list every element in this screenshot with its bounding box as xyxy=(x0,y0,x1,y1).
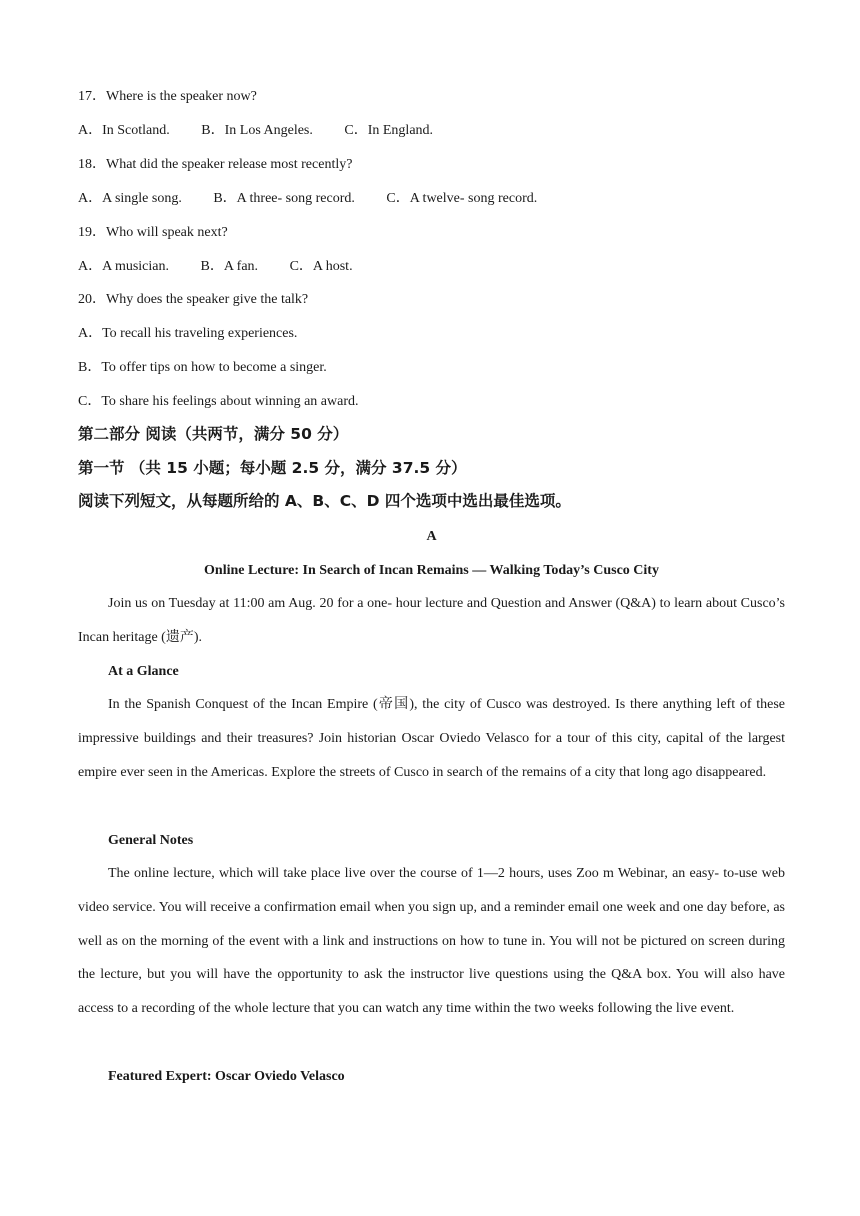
reading-instruction: 阅读下列短文，从每题所给的 A、B、C、D 四个选项中选出最佳选项。 xyxy=(78,492,571,510)
question-17-option-c: C．In England. xyxy=(344,123,434,138)
question-19-stem: 19．Who will speak next? xyxy=(78,225,228,240)
general-notes-heading: General Notes xyxy=(108,833,194,848)
question-17-option-b: B．In Los Angeles. xyxy=(201,123,313,138)
question-17-stem: 17．Where is the speaker now? xyxy=(78,89,257,104)
featured-expert-heading: Featured Expert: Oscar Oviedo Velasco xyxy=(108,1069,345,1084)
glance-heading: At a Glance xyxy=(108,664,179,679)
passage-label: A xyxy=(426,529,437,544)
question-19-option-b: B．A fan. xyxy=(200,259,259,274)
question-20-stem: 20．Why does the speaker give the talk? xyxy=(78,292,309,307)
general-notes-paragraph: The online lecture, which will take place live over the course of 1—2 hours, uses Zoo m Webinar, an easy- to-use web video service. You will receive a confirmation email when you sign up, and a reminder email one week and one day before, as well as on the morning of the event with a link and instructions on how to tune in. You will not be pictured on screen during the lecture, but you will have the opportunity to ask the instructor live questions using the Q&A box. You will also have access to a recording of the whole lecture that you can watch any time within the two weeks following the live event. xyxy=(78,866,785,1017)
question-17-options xyxy=(78,122,433,140)
question-19-options xyxy=(78,258,353,276)
question-19-option-c: C．A host. xyxy=(289,259,353,274)
question-20-option-b: B．To offer tips on how to become a singer. xyxy=(78,360,327,375)
passage-title: Online Lecture: In Search of Incan Remains — Walking Today’s Cusco City xyxy=(204,563,659,578)
question-18-option-a: A．A single song. xyxy=(78,191,182,206)
question-18-option-c: C．A twelve- song record. xyxy=(386,191,538,206)
question-17-option-a: A．In Scotland. xyxy=(78,123,170,138)
glance-paragraph: In the Spanish Conquest of the Incan Empire (帝国), the city of Cusco was destroyed. Is there anything left of these impressive buildings and their treasures? Join historian Oscar Oviedo Velasco for a tour of this city, capital of the largest empire ever seen in the Americas. Explore the streets of Cusco in search of the remains of a city that long ago disappeared. xyxy=(78,697,785,780)
question-19-option-a: A．A musician. xyxy=(78,259,169,274)
question-18-stem: 18．What did the speaker release most recently? xyxy=(78,157,353,172)
passage-intro-paragraph: Join us on Tuesday at 11:00 am Aug. 20 for a one- hour lecture and Question and Answer (Q&A) to learn about Cusco’s Incan heritage (遗产). xyxy=(78,596,785,645)
question-18-option-b: B．A three- song record. xyxy=(213,191,355,206)
question-20-option-c: C．To share his feelings about winning an award. xyxy=(78,394,359,409)
subsection-title: 第一节 （共 15 小题；每小题 2.5 分，满分 37.5 分） xyxy=(78,459,467,477)
question-20-option-a: A．To recall his traveling experiences. xyxy=(78,326,298,341)
part-two-title: 第二部分 阅读（共两节，满分 50 分） xyxy=(78,425,349,443)
question-18-options xyxy=(78,190,537,208)
